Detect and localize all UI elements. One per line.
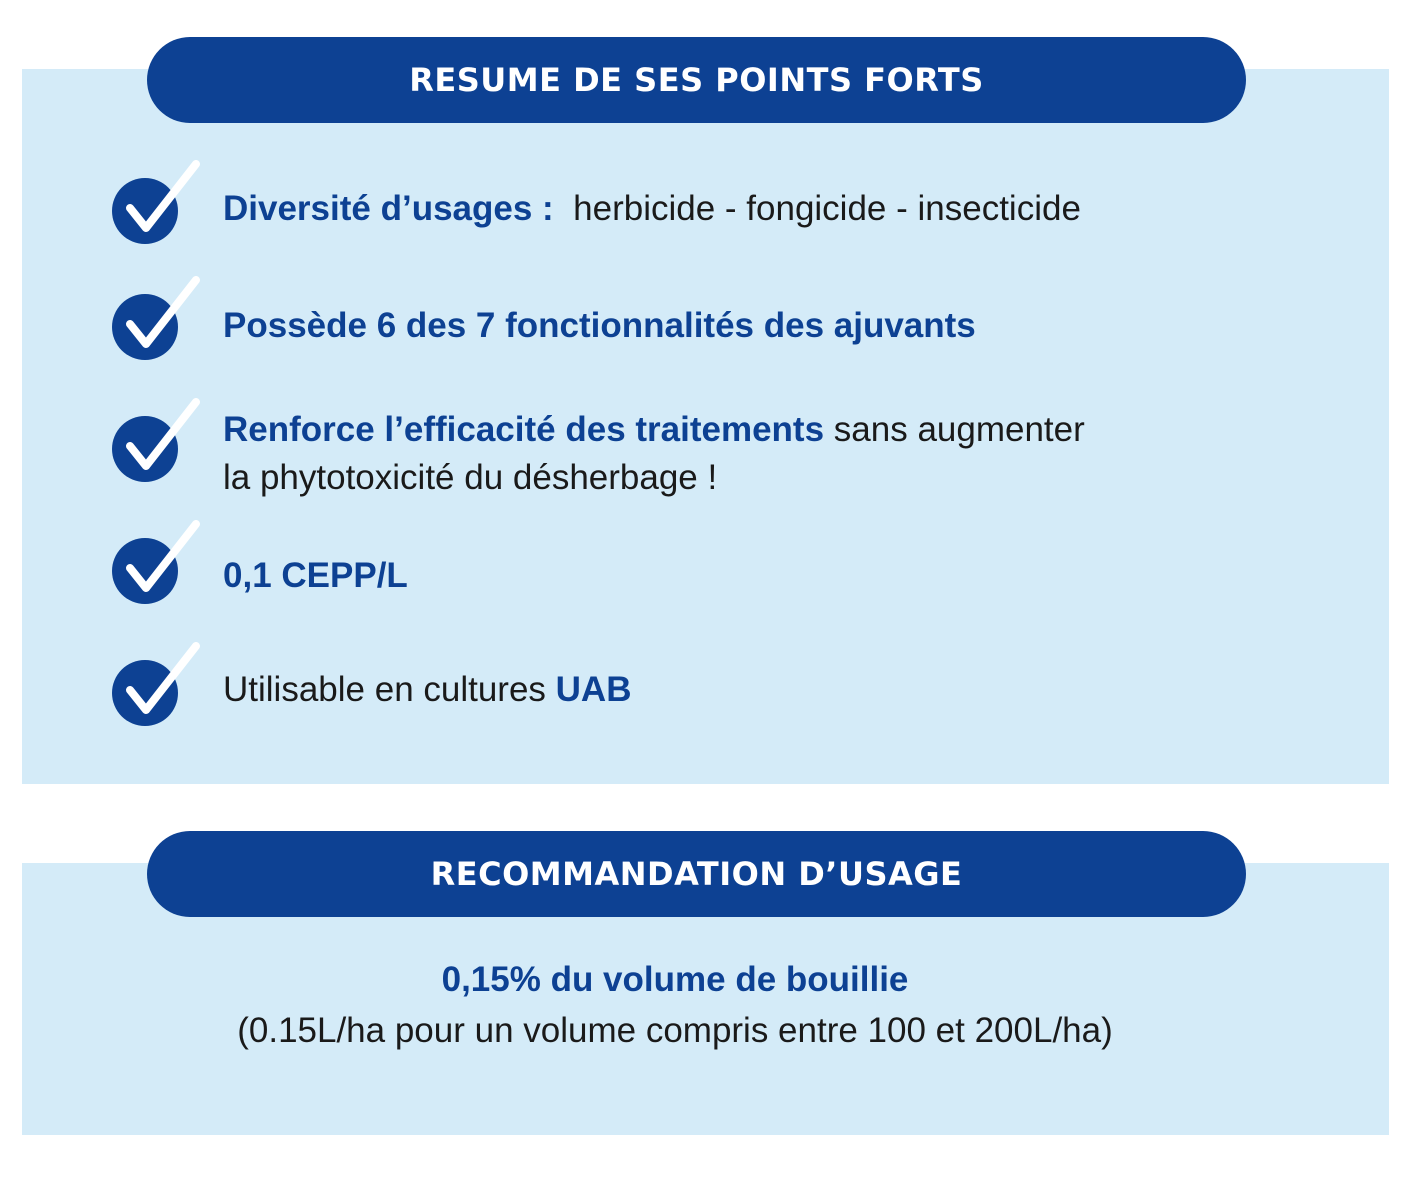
- item-text: [223, 406, 1085, 502]
- item-highlight: UAB: [555, 670, 632, 709]
- list-item-efficacite: [110, 398, 1260, 508]
- check-circle-icon: [110, 160, 202, 246]
- recommandation-detail: (0.15L/ha pour un volume compris entre 100 et 200L/ha): [237, 1011, 1113, 1050]
- recommandation-title: RECOMMANDATION D’USAGE: [147, 831, 1246, 917]
- item-highlight: Renforce l’efficacité des traitements: [223, 410, 825, 449]
- check-circle-icon: [110, 520, 202, 606]
- item-highlight: Diversité d’usages :: [223, 189, 554, 228]
- item-detail: Utilisable en cultures: [223, 670, 556, 709]
- list-item-cepp: [110, 520, 1260, 610]
- item-text: [223, 185, 1081, 233]
- check-circle-icon: [110, 398, 202, 484]
- item-text: [223, 302, 976, 350]
- list-item-fonctionnalites: [110, 276, 1260, 366]
- list-item-usages: [110, 160, 1260, 250]
- item-detail: sans augmenter: [824, 410, 1085, 449]
- item-detail-line2: la phytotoxicité du désherbage !: [223, 458, 718, 497]
- item-detail: herbicide - fongicide - insecticide: [553, 189, 1081, 228]
- item-text: [223, 552, 408, 600]
- check-circle-icon: [110, 642, 202, 728]
- points-forts-title: RESUME DE SES POINTS FORTS: [147, 37, 1246, 123]
- list-item-uab: [110, 642, 1260, 732]
- check-circle-icon: [110, 276, 202, 362]
- item-highlight: Possède 6 des 7 fonctionnalités des ajuvants: [223, 306, 976, 345]
- item-text: [223, 666, 631, 714]
- item-highlight: 0,1 CEPP/L: [223, 556, 408, 595]
- recommandation-dose: 0,15% du volume de bouillie: [441, 960, 909, 999]
